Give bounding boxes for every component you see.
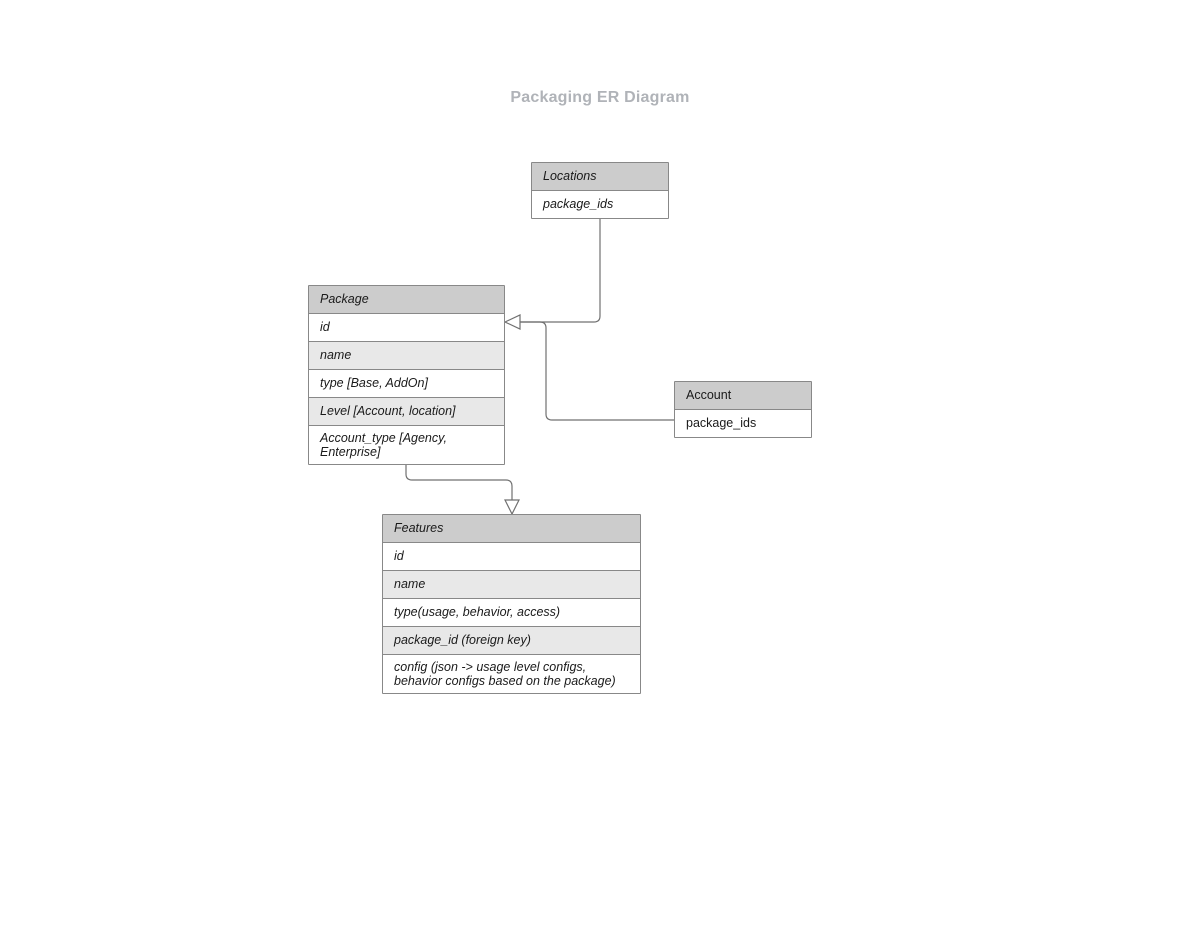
entity-features-title: Features (383, 515, 640, 543)
entity-features-field-4: config (json -> usage level configs, behavior configs based on the package) (383, 655, 640, 693)
entity-features-field-2: type(usage, behavior, access) (383, 599, 640, 627)
entity-package-field-1: name (309, 342, 504, 370)
page-title: Packaging ER Diagram (510, 89, 690, 106)
entity-features-field-0: id (383, 543, 640, 571)
entity-locations-title: Locations (532, 163, 668, 191)
entity-package-title: Package (309, 286, 504, 314)
entity-locations-field-0: package_ids (532, 191, 668, 218)
entity-account-field-0: package_ids (675, 410, 811, 437)
entity-features-field-3: package_id (foreign key) (383, 627, 640, 655)
entity-package-field-3: Level [Account, location] (309, 398, 504, 426)
entity-package-field-4: Account_type [Agency, Enterprise] (309, 426, 504, 464)
entity-package-field-0: id (309, 314, 504, 342)
entity-account[interactable] (674, 381, 812, 438)
entity-package[interactable] (308, 285, 505, 465)
entity-account-title: Account (675, 382, 811, 410)
entity-package-field-2: type [Base, AddOn] (309, 370, 504, 398)
entity-locations[interactable] (531, 162, 669, 219)
entity-features-field-1: name (383, 571, 640, 599)
entity-features[interactable] (382, 514, 641, 694)
